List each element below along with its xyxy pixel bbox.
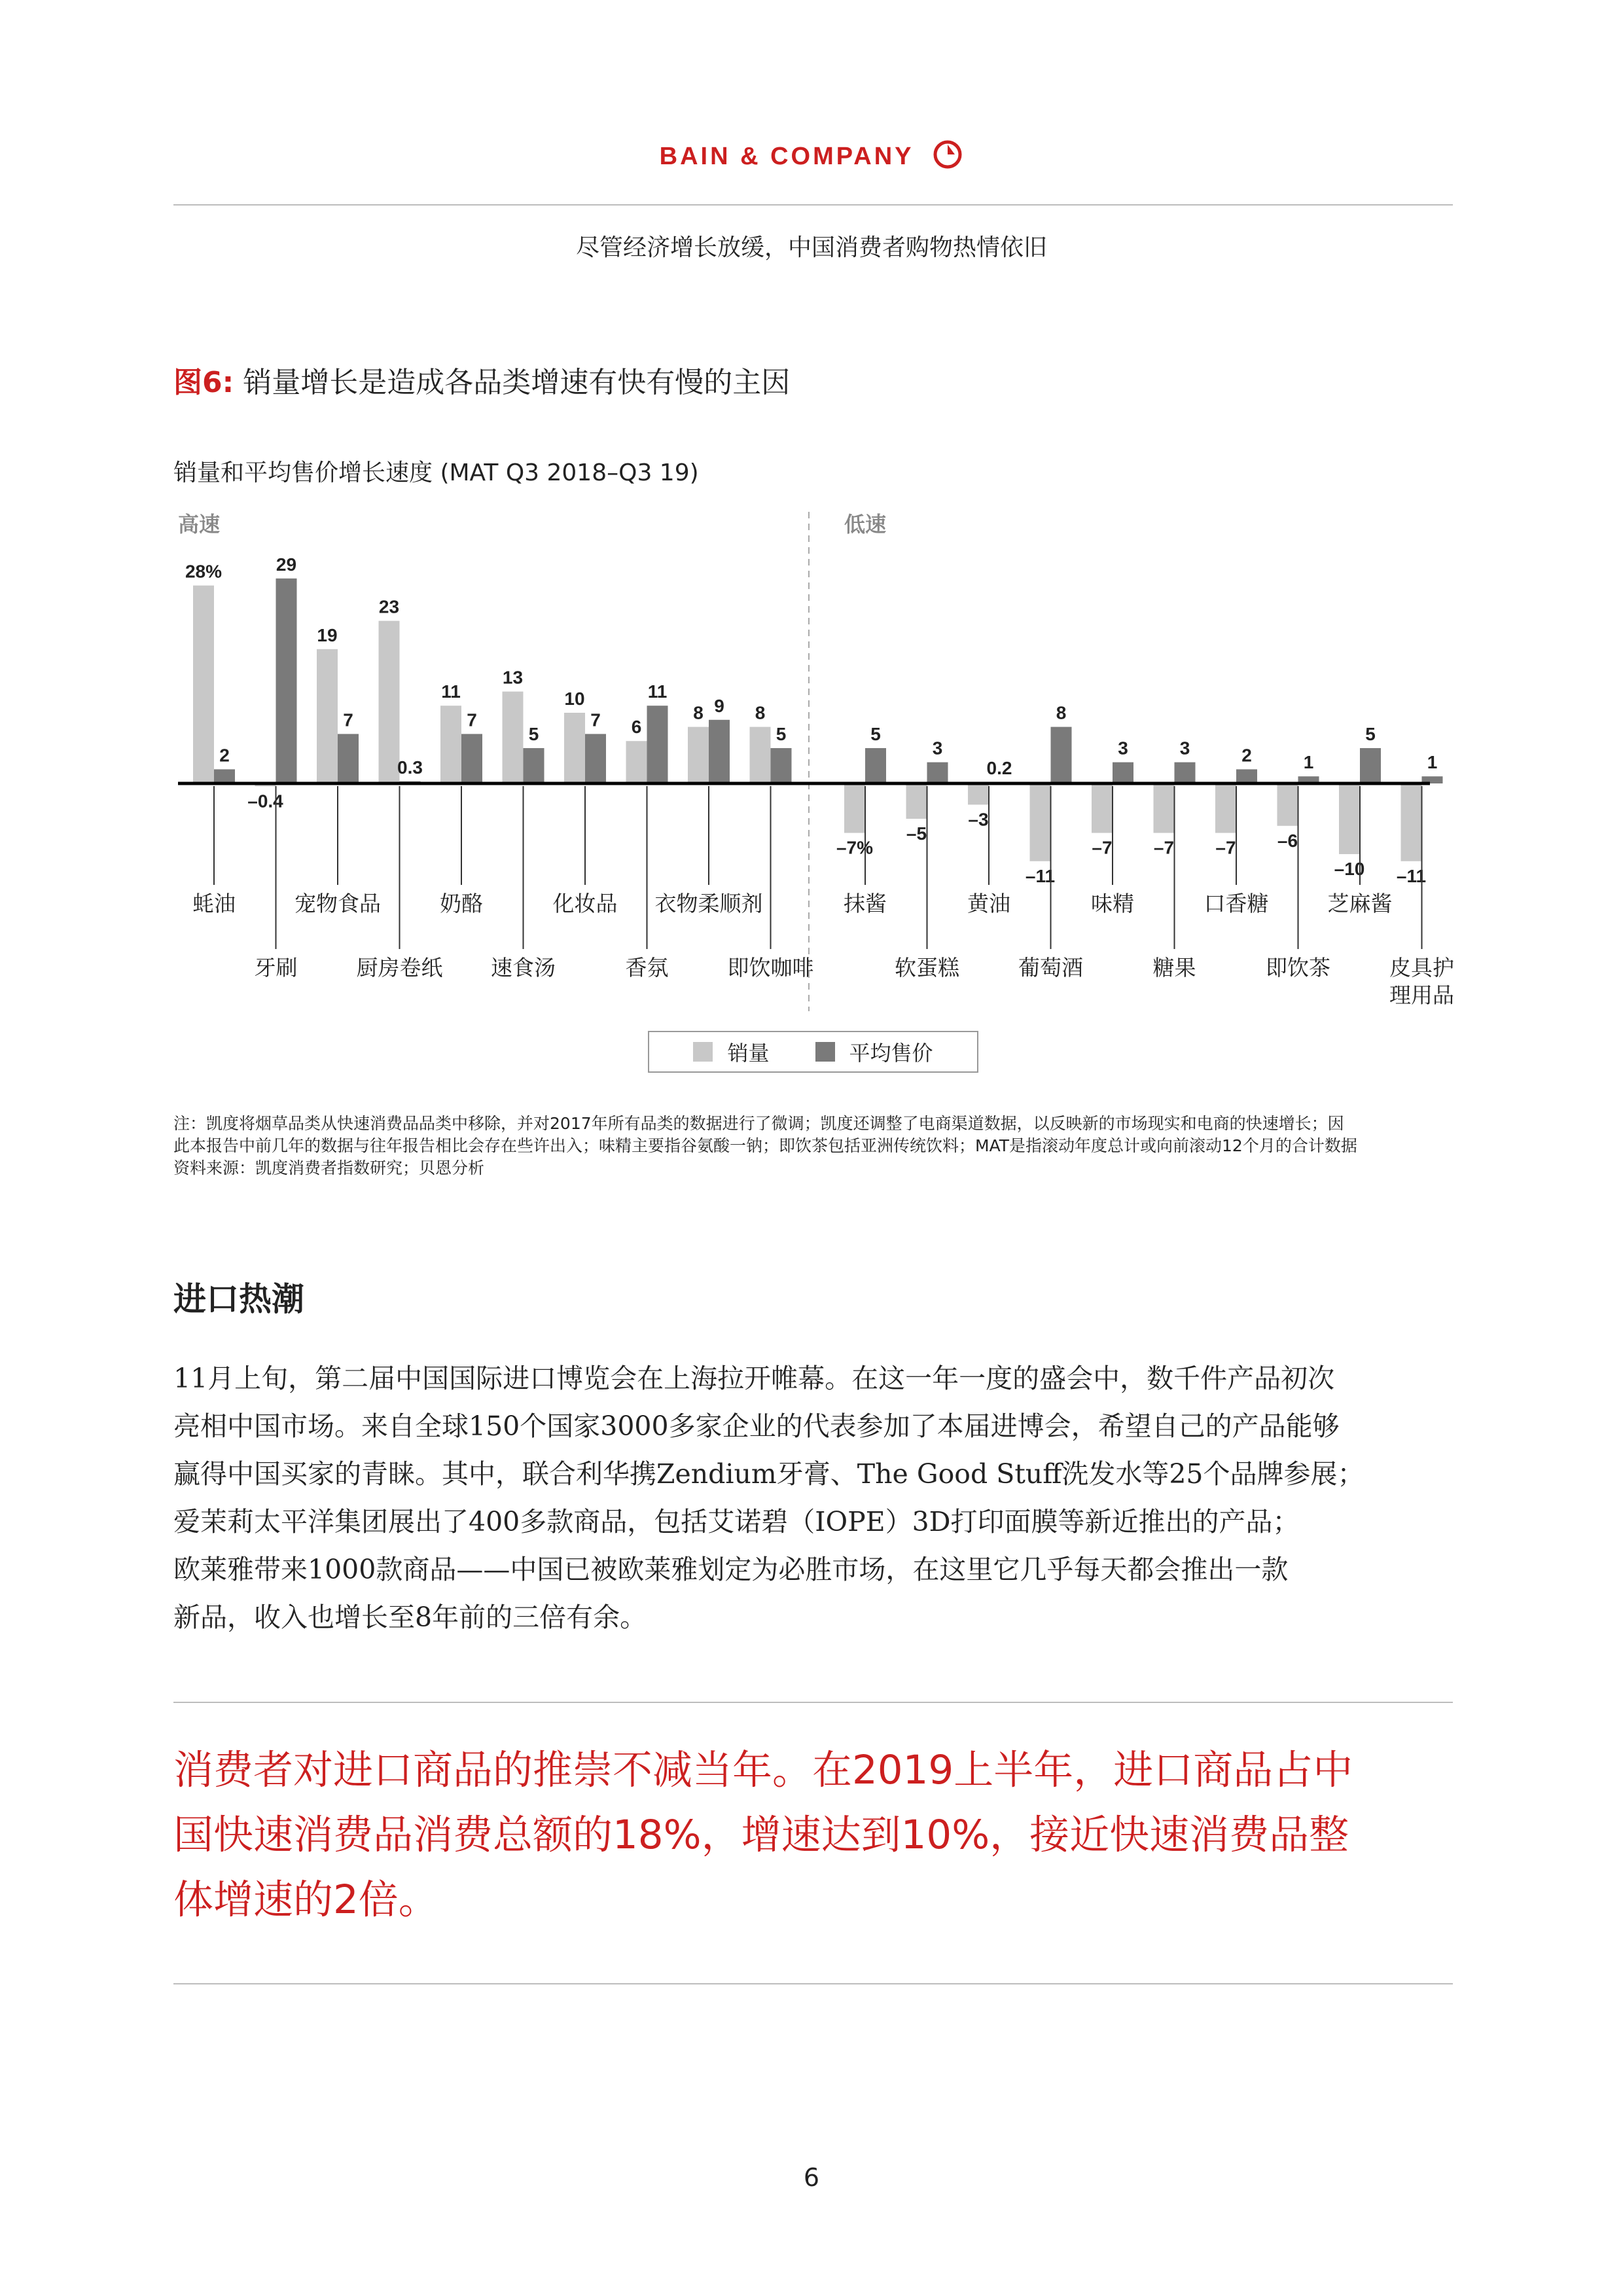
data-label: 8	[693, 702, 704, 723]
data-label: 3	[1118, 738, 1128, 759]
data-label: 7	[467, 709, 477, 730]
data-label: 5	[528, 724, 539, 744]
callout-line: 体增速的2倍。	[173, 1876, 438, 1923]
bar-price	[585, 734, 606, 783]
data-label: 0.2	[986, 757, 1012, 778]
category-label: 味精	[1091, 891, 1134, 916]
data-label: 0.3	[397, 757, 423, 778]
bar-price	[1113, 762, 1133, 783]
paragraph-line: 欧莱雅带来1000款商品——中国已被欧莱雅划定为必胜市场，在这里它几乎每天都会推出一款	[173, 1554, 1289, 1585]
category-label: 葡萄酒	[1018, 956, 1083, 980]
bar-volume	[906, 783, 927, 819]
bar-volume	[750, 727, 771, 783]
data-label: –7	[1215, 837, 1236, 858]
category-label: 抹酱	[844, 891, 887, 916]
data-label: –7%	[836, 837, 874, 858]
data-label: –5	[906, 823, 927, 844]
bar-price	[771, 748, 792, 783]
bar-volume	[193, 586, 214, 783]
paragraph-line: 11月上旬，第二届中国国际进口博览会在上海拉开帷幕。在这一年一度的盛会中，数千件产品初次	[173, 1363, 1335, 1394]
source-line: 资料来源：凯度消费者指数研究；贝恩分析	[173, 1158, 485, 1177]
category-label: 皮具护	[1389, 956, 1454, 980]
chart-subtitle: 销量和平均售价增长速度 (MAT Q3 2018–Q3 19)	[173, 459, 699, 486]
bar-volume	[317, 649, 338, 783]
data-label: 2	[1241, 745, 1252, 766]
category-label: 宠物食品	[294, 891, 381, 916]
data-label: 6	[631, 717, 642, 738]
legend-label-price: 平均售价	[849, 1041, 933, 1066]
category-label: 奶酪	[440, 891, 483, 916]
bar-price	[524, 748, 544, 783]
chart-note	[173, 1113, 1456, 1179]
data-label: –0.4	[247, 791, 283, 812]
chart-legend	[648, 1031, 978, 1073]
paragraph-line: 爱茉莉太平洋集团展出了400多款商品，包括艾诺碧（IOPE）3D打印面膜等新近推出的产品；	[173, 1506, 1300, 1537]
category-label: 理用品	[1389, 983, 1454, 1007]
data-label: 1	[1303, 752, 1314, 773]
bar-volume	[626, 741, 647, 783]
legend-item-price	[815, 1037, 933, 1067]
bar-volume	[844, 783, 865, 833]
bar-volume	[1401, 783, 1422, 861]
bar-volume	[503, 692, 524, 783]
data-label: 7	[343, 709, 353, 730]
body-paragraph	[173, 1355, 1456, 1641]
bar-price	[647, 706, 668, 783]
legend-item-volume	[693, 1037, 769, 1067]
data-label: 1	[1427, 752, 1438, 773]
bar-volume	[968, 783, 989, 804]
bar-price	[1175, 762, 1196, 783]
category-label: 即饮咖啡	[727, 956, 814, 980]
legend-swatch-volume	[693, 1042, 713, 1062]
data-label: 8	[1056, 702, 1067, 723]
category-label: 香氛	[625, 956, 669, 980]
data-label: 11	[441, 681, 461, 702]
group-label: 低速	[844, 512, 887, 536]
group-label: 高速	[178, 512, 221, 536]
bar-volume	[1030, 783, 1051, 861]
bar-volume	[440, 706, 461, 783]
data-label: 3	[932, 738, 943, 759]
data-label: 5	[1365, 724, 1376, 744]
data-label: 11	[647, 681, 668, 702]
data-label: –7	[1153, 837, 1175, 858]
bar-price	[276, 579, 297, 783]
figure-number: 图6:	[173, 366, 234, 399]
section-heading: 进口热潮	[173, 1280, 304, 1318]
callout-top-divider	[173, 1702, 1453, 1703]
category-label: 口香糖	[1204, 891, 1269, 916]
bar-volume	[1215, 783, 1236, 833]
data-label: –7	[1092, 837, 1113, 858]
bar-price	[1360, 748, 1381, 783]
category-label: 糖果	[1152, 956, 1196, 980]
category-label: 软蛋糕	[895, 956, 959, 980]
data-label: 13	[502, 667, 524, 688]
bar-price	[1051, 727, 1072, 783]
paragraph-line: 赢得中国买家的青睐。其中，联合利华携Zendium牙膏、The Good Stuff洗发水等25个品牌参展；	[173, 1458, 1364, 1490]
data-label: –11	[1025, 865, 1056, 886]
page-number: 6	[803, 2163, 820, 2192]
category-label: 黄油	[967, 891, 1010, 916]
data-label: 9	[714, 695, 724, 716]
data-label: 29	[276, 554, 297, 575]
bar-volume	[1339, 783, 1360, 854]
data-label: 8	[755, 702, 766, 723]
paragraph-line: 亮相中国市场。来自全球150个国家3000多家企业的代表参加了本届进博会，希望自己的产品能够	[173, 1410, 1340, 1442]
bar-price	[338, 734, 359, 783]
bar-price	[461, 734, 482, 783]
category-label: 牙刷	[254, 956, 298, 980]
legend-swatch-price	[815, 1042, 835, 1062]
data-label: –6	[1277, 830, 1298, 851]
data-label: 23	[378, 596, 400, 617]
callout-bottom-divider	[173, 1983, 1453, 1984]
note-line: 此本报告中前几年的数据与往年报告相比会存在些许出入；味精主要指谷氨酸一钠；即饮茶包括亚洲传统饮料；MAT是指滚动年度总计或向前滚动12个月的合计数据	[173, 1136, 1357, 1155]
category-label: 速食汤	[491, 956, 556, 980]
bar-volume	[1092, 783, 1113, 833]
callout-quote	[173, 1738, 1456, 1932]
data-label: –10	[1334, 859, 1365, 879]
bar-volume	[688, 727, 709, 783]
data-label: –3	[968, 809, 989, 830]
category-label: 衣物柔顺剂	[654, 891, 763, 916]
paragraph-line: 新品，收入也增长至8年前的三倍有余。	[173, 1602, 647, 1633]
brand-name: BAIN & COMPANY	[659, 143, 914, 171]
category-label: 厨房卷纸	[356, 956, 443, 980]
legend-label-volume: 销量	[727, 1041, 770, 1066]
bar-price	[1236, 769, 1257, 783]
data-label: 2	[219, 745, 230, 766]
category-label: 即饮茶	[1266, 956, 1330, 980]
bar-price	[214, 769, 235, 783]
data-label: 7	[590, 709, 601, 730]
figure-title-text: 销量增长是造成各品类增速有快有慢的主因	[243, 366, 791, 399]
data-label: –11	[1396, 865, 1427, 886]
callout-line: 国快速消费品消费总额的18%，增速达到10%，接近快速消费品整	[173, 1812, 1349, 1858]
note-line: 注：凯度将烟草品类从快速消费品品类中移除，并对2017年所有品类的数据进行了微调；凯度还调整了电商渠道数据，以反映新的市场现实和电商的快速增长；因	[173, 1114, 1344, 1133]
category-label: 化妆品	[552, 891, 618, 916]
bar-volume	[1154, 783, 1175, 833]
category-label: 芝麻酱	[1327, 891, 1393, 916]
data-label: 3	[1179, 738, 1190, 759]
data-label: 19	[317, 624, 338, 645]
running-header: 尽管经济增长放缓，中国消费者购物热情依旧	[575, 234, 1047, 261]
data-label: 5	[870, 724, 881, 744]
bar-price	[709, 720, 730, 783]
bar-volume	[1277, 783, 1298, 826]
category-label: 蚝油	[192, 891, 236, 916]
callout-line: 消费者对进口商品的推崇不减当年。在2019上半年，进口商品占中	[173, 1747, 1353, 1793]
data-label: 28%	[185, 561, 223, 582]
bar-price	[927, 762, 948, 783]
data-label: 5	[776, 724, 787, 744]
bar-price	[865, 748, 886, 783]
bar-volume	[564, 713, 585, 783]
bar-chart	[0, 0, 1623, 1021]
data-label: 10	[564, 689, 585, 709]
bar-volume	[379, 621, 400, 783]
